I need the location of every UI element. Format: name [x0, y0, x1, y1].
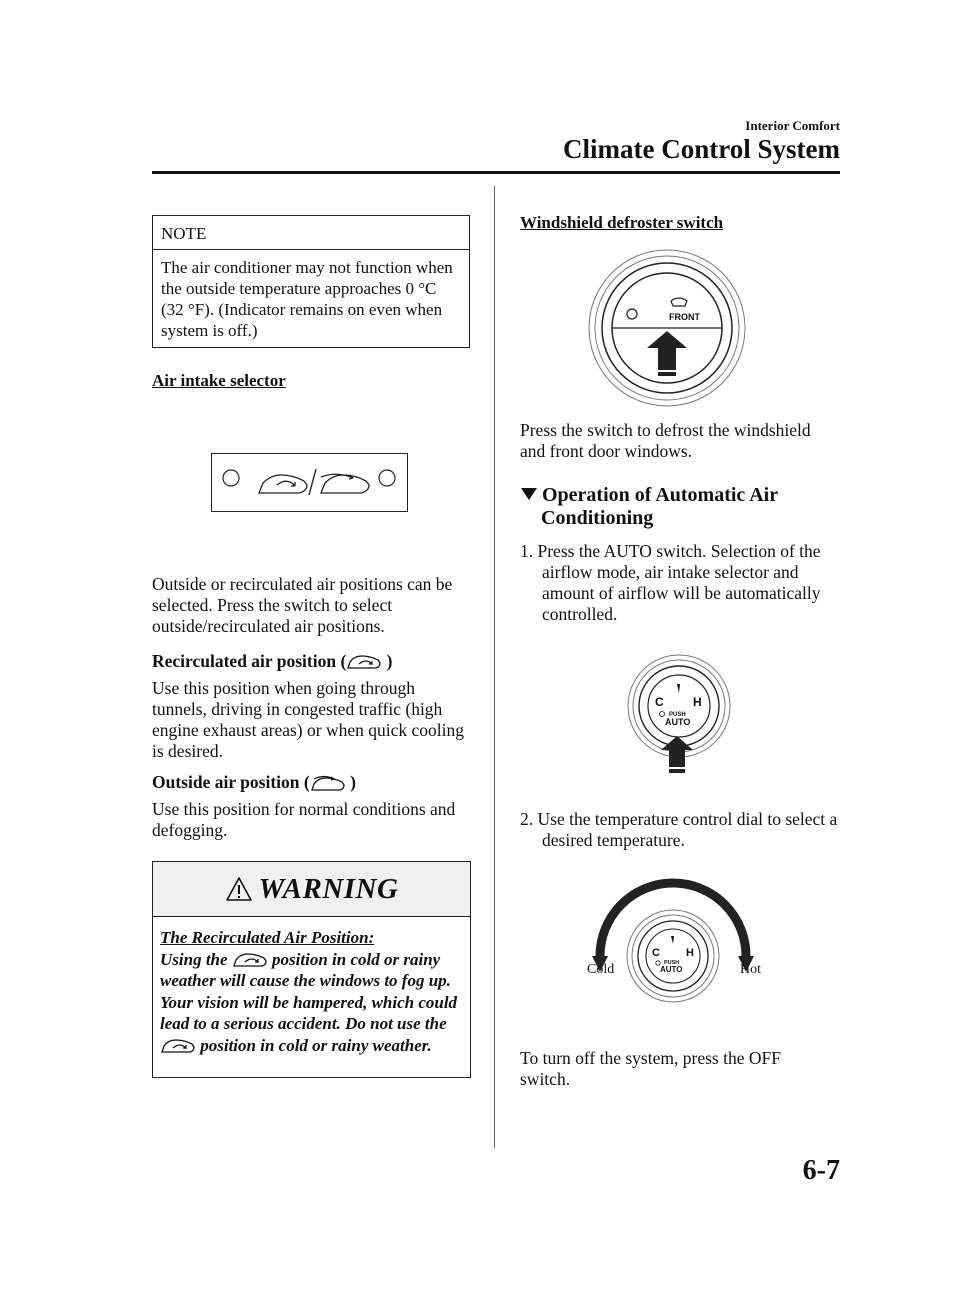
auto-ac-step-1: 1. Press the AUTO switch. Selection of the airflow mode, air intake selector and amount of airflow will be automatically controlled. [520, 541, 821, 624]
outside-air-heading-prefix: Outside air position ( [152, 772, 310, 792]
recirculate-icon [346, 653, 382, 673]
outside-air-icon [310, 774, 346, 794]
down-triangle-icon [520, 487, 538, 501]
warning-box [152, 861, 471, 1078]
defroster-text: Press the switch to defrost the windshield and front door windows. [520, 420, 811, 461]
svg-text:C: C [655, 695, 664, 709]
front-label: FRONT [669, 312, 700, 322]
recirculated-heading [152, 651, 392, 673]
warning-text-block [153, 917, 470, 1066]
auto-ac-heading [520, 484, 778, 507]
recirculate-icon [232, 952, 268, 970]
svg-text:H: H [693, 695, 702, 709]
header-rule [152, 171, 840, 174]
svg-text:C: C [652, 947, 660, 959]
svg-text:AUTO: AUTO [660, 965, 683, 974]
svg-text:H: H [686, 947, 694, 959]
warning-text-2: position in cold or rainy weather will cause the windows to fog up. Your vision will be hampered, which could lead to a serious accident. Do not use the [160, 949, 458, 1033]
warning-subtitle: The Recirculated Air Position: [160, 928, 375, 947]
section-title: Interior Comfort [745, 118, 840, 133]
warning-header [153, 862, 470, 917]
outside-air-heading-suffix: ) [345, 772, 356, 792]
hot-label: Hot [740, 962, 761, 977]
auto-dial-illustration [627, 654, 737, 774]
warning-text-3: position in cold or rainy weather. [200, 1035, 432, 1055]
temperature-dial-illustration [580, 876, 780, 1006]
auto-ac-step-2: 2. Use the temperature control dial to select a desired temperature. [520, 809, 838, 850]
column-divider [494, 186, 495, 1148]
page-title: Climate Control System [563, 134, 840, 164]
warning-title: WARNING [258, 872, 399, 905]
warning-text-1: Using the [160, 949, 228, 969]
recirculate-icon [160, 1038, 196, 1056]
press-arrow-icon [647, 331, 687, 370]
recirculated-text: Use this position when going through tunnels, driving in congested traffic (high engine exhaust areas) or when quick cooling is desired. [152, 678, 464, 761]
svg-text:PUSH: PUSH [664, 960, 680, 966]
air-intake-switch-illustration [211, 453, 408, 512]
defroster-heading: Windshield defroster switch [520, 213, 724, 232]
defroster-switch-illustration [587, 248, 747, 408]
svg-text:AUTO: AUTO [665, 717, 691, 727]
warning-triangle-icon [225, 876, 253, 902]
note-text: The air conditioner may not function when the outside temperature approaches 0 °C (32 °F). (Indicator remains on even when system is off.) [161, 258, 453, 340]
off-text: To turn off the system, press the OFF switch. [520, 1048, 781, 1089]
cold-label: Cold [587, 962, 615, 977]
auto-ac-heading-line2: Conditioning [541, 507, 654, 529]
note-box [152, 215, 470, 348]
defrost-icon [671, 298, 687, 306]
recirculated-heading-prefix: Recirculated air position ( [152, 651, 347, 671]
page-number: 6-7 [802, 1155, 840, 1186]
recirculated-heading-suffix: ) [382, 651, 393, 671]
air-intake-description: Outside or recirculated air positions can be selected. Press the switch to select outside/recirculated air positions. [152, 574, 453, 636]
note-label: NOTE [153, 216, 469, 250]
svg-text:PUSH: PUSH [669, 712, 686, 718]
auto-ac-heading-line1: Operation of Automatic Air [542, 484, 779, 506]
outside-air-text: Use this position for normal conditions and defogging. [152, 799, 456, 840]
air-intake-heading: Air intake selector [152, 371, 286, 390]
outside-air-heading [152, 772, 356, 794]
